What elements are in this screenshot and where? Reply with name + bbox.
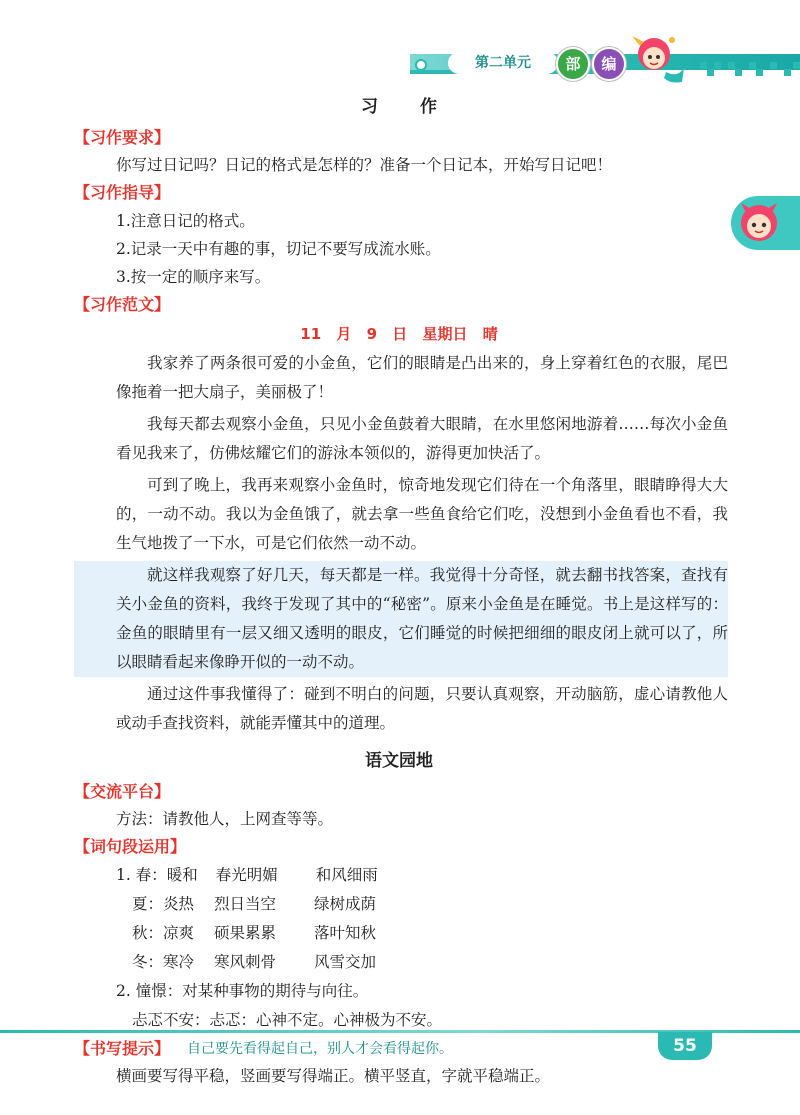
vocab-list xyxy=(116,861,724,1035)
cartoon-girl-icon xyxy=(626,28,686,86)
vocab-lead: 夏：炎热 xyxy=(132,895,195,913)
cartoon-face-icon xyxy=(737,201,781,245)
vocab-row-winter xyxy=(116,948,724,977)
essay-paragraph: 我家养了两条很可爱的小金鱼，它们的眼睛是凸出来的，身上穿着红色的衣服，尾巴像拖着一把大扇子，美丽极了！ xyxy=(116,354,728,401)
guidance-item: 1.注意日记的格式。 xyxy=(116,212,255,230)
vocab-row-summer xyxy=(116,890,724,919)
vocab-lead: 1. 春：暖和 xyxy=(116,866,198,884)
section-title-xizuo: 习 作 xyxy=(361,97,455,117)
checker-pattern xyxy=(700,62,800,76)
essay-paragraph: 通过这件事我懂得了：碰到不明白的问题，只要认真观察，开动脑筋，虚心请教他人或动手查找资料，就能弄懂其中的道理。 xyxy=(116,685,728,732)
vocab-word: 春光明媚 xyxy=(215,866,278,884)
vocab-word: 绿树成荫 xyxy=(314,895,377,913)
vocab-word: 风雪交加 xyxy=(314,953,377,971)
vocab-word: 烈日当空 xyxy=(214,895,277,913)
vocab-row-spring xyxy=(116,861,724,890)
page-header xyxy=(0,0,800,100)
vocab-word: 寒风刺骨 xyxy=(214,953,277,971)
section-title-yuwen: 语文园地 xyxy=(365,751,433,771)
vocab-word: 硕果累累 xyxy=(214,924,277,942)
exchange-text: 方法：请教他人，上网查等等。 xyxy=(116,810,334,828)
vocab-word: 和风细雨 xyxy=(315,866,378,884)
essay-paragraph: 我每天都去观察小金鱼，只见小金鱼鼓着大眼睛，在水里悠闲地游着……每次小金鱼看见我来了，仿佛炫耀它们的游泳本领似的，游得更加快活了。 xyxy=(116,415,728,462)
label-writing-tip: 【书写提示】 xyxy=(74,1039,171,1058)
guidance-item: 3.按一定的顺序来写。 xyxy=(116,268,271,286)
label-requirements: 【习作要求】 xyxy=(74,128,171,147)
vocab-lead: 冬：寒冷 xyxy=(132,953,195,971)
page-number: 55 xyxy=(658,1032,712,1060)
unit-label: 第二单元 xyxy=(448,52,558,74)
label-word-usage: 【词句段运用】 xyxy=(74,837,187,856)
vocab-word: 落叶知秋 xyxy=(314,924,377,942)
vocab-row-autumn xyxy=(116,919,724,948)
vocab-lead: 秋：凉爽 xyxy=(132,924,195,942)
label-sample-essay: 【习作范文】 xyxy=(74,295,171,314)
page-content xyxy=(74,90,728,1090)
vocab-item-2: 2. 憧憬：对某种事物的期待与向往。 xyxy=(116,982,369,1000)
label-exchange: 【交流平台】 xyxy=(74,782,171,801)
diary-date-line: 11 月 9 日 星期日 晴 xyxy=(300,325,498,343)
essay-paragraph: 可到了晚上，我再来观察小金鱼时，惊奇地发现它们待在一个角落里，眼睛睁得大大的，一动不动。我以为金鱼饿了，就去拿一些鱼食给它们吃，没想到小金鱼看也不看，我生气地拨了一下水，可是它们依然一动不动。 xyxy=(116,476,728,552)
guidance-item: 2.记录一天中有趣的事，切记不要写成流水账。 xyxy=(116,240,441,258)
essay-paragraph-highlighted: 就这样我观察了好几天，每天都是一样。我觉得十分奇怪，就去翻书找答案，查找有关小金鱼的资料，我终于发现了其中的“秘密”。原来小金鱼是在睡觉。书上是这样写的：金鱼的眼睛里有一层又细又透明的眼皮，它们睡觉的时候把细细的眼皮闭上就可以了，所以眼睛看起来像睁开似的一动不动。 xyxy=(74,561,728,677)
edition-badge-bian: 编 xyxy=(592,47,626,81)
edition-badge-bu: 部 xyxy=(556,47,590,81)
footer-motto: 自己要先看得起自己，别人才会看得起你。 xyxy=(187,1041,453,1057)
vocab-item-2b: 忐忑不安：忐忑：心神不定。心神极为不安。 xyxy=(132,1011,443,1029)
header-dot-icon xyxy=(415,59,427,71)
label-guidance: 【习作指导】 xyxy=(74,183,171,202)
requirements-text: 你写过日记吗？日记的格式是怎样的？准备一个日记本，开始写日记吧！ xyxy=(116,156,613,174)
writing-tip-text: 横画要写得平稳，竖画要写得端正。横平竖直，字就平稳端正。 xyxy=(116,1067,551,1085)
